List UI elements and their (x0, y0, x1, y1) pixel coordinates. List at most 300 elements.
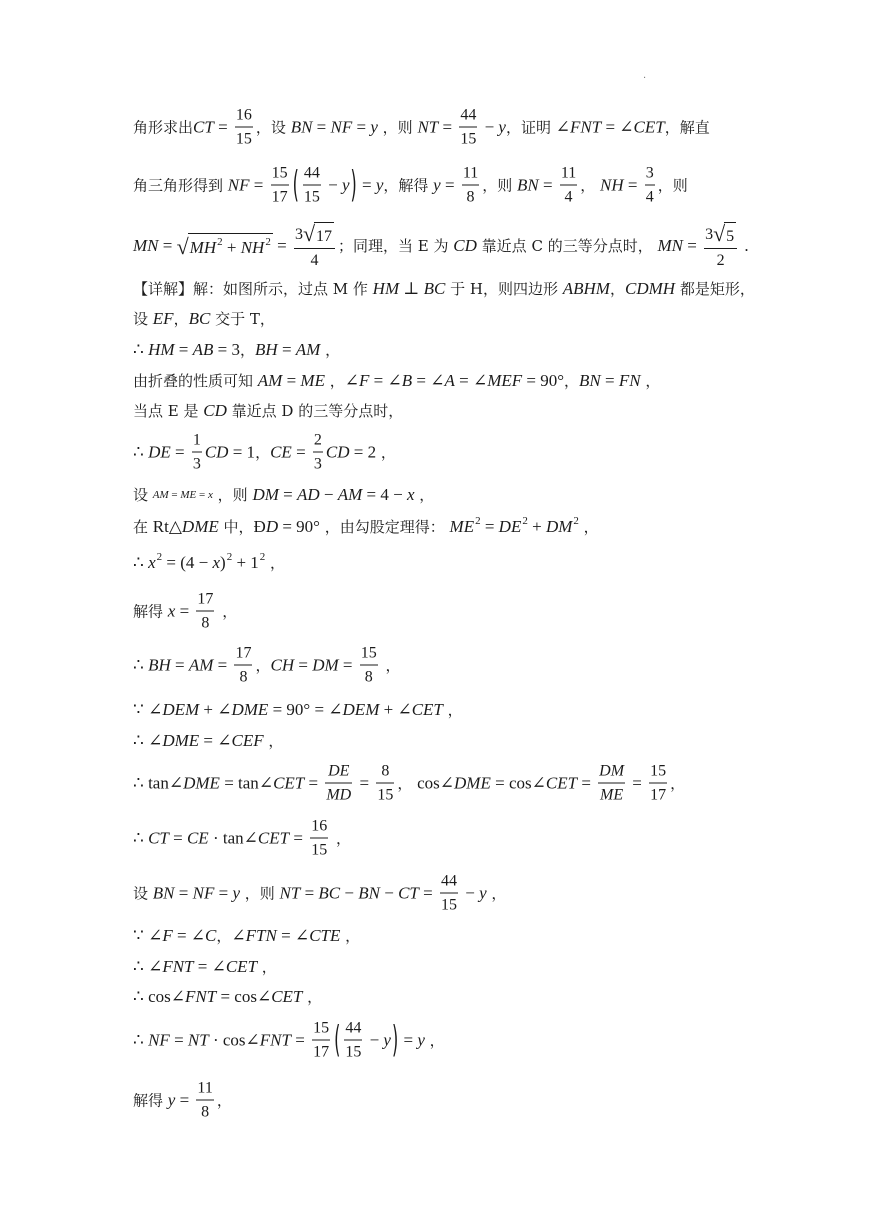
fraction-numerator (376, 762, 394, 781)
cjk-text: 都是矩形， (675, 280, 755, 298)
math-variable: ME (300, 371, 325, 390)
math-variable: BC (188, 309, 211, 328)
math-variable: y (232, 883, 240, 902)
parenthesis-content (300, 164, 350, 207)
parenthesized-group (292, 164, 358, 207)
cjk-text: 于 H，则四边形 (445, 280, 563, 298)
superscript: 2 (156, 551, 163, 563)
fraction-bar (459, 127, 477, 128)
math-expr: BN = NF = y (290, 117, 378, 136)
fraction-numerator (192, 431, 202, 450)
math-variable: MN (133, 236, 159, 255)
math-variable: y (341, 175, 350, 194)
math-expr: + DM (527, 517, 573, 536)
math-expr: = y (357, 175, 384, 194)
math-variable: DME (162, 731, 200, 750)
fraction (313, 431, 323, 474)
math-variable: CT (193, 117, 214, 136)
math-expr: NT = BC − BN − CT = (279, 883, 437, 902)
solution-line (133, 308, 275, 330)
fraction-denominator (376, 786, 394, 805)
math-expr: 11 (197, 1079, 213, 1097)
fraction-bar (294, 248, 335, 249)
fraction-bar (196, 1100, 213, 1101)
math-expr: CT = (193, 117, 232, 136)
cjk-text: ， (255, 443, 271, 461)
math-variable: DM (312, 655, 339, 674)
math-variable: EF (152, 309, 174, 328)
math-variable: CET (257, 828, 290, 847)
math-expr: BN = NF = y (152, 883, 240, 902)
math-expr: 44 (303, 164, 320, 182)
math-variable: x (212, 553, 221, 572)
cjk-text: ，则 (239, 884, 280, 902)
cjk-text: ， (640, 372, 661, 390)
math-expr: NT = (417, 117, 457, 136)
math-expr: ∴ tan∠DME = tan∠CET = (133, 773, 323, 792)
fraction-denominator (344, 1043, 362, 1062)
fraction-denominator (192, 455, 202, 474)
fraction (344, 1019, 362, 1062)
fraction-bar (235, 127, 253, 128)
superscript: 2 (226, 551, 233, 563)
radicand (188, 233, 273, 259)
fraction-bar (704, 248, 737, 249)
fraction (325, 762, 352, 805)
math-variable: DE (498, 517, 522, 536)
math-expr: AM = ME (257, 371, 325, 390)
cjk-text: ， (324, 372, 345, 390)
math-expr: 3 (645, 164, 654, 182)
fraction-bar (376, 783, 394, 784)
solution-line (133, 370, 660, 392)
fraction (440, 872, 458, 915)
fraction-denominator (649, 786, 667, 805)
fraction-numerator (271, 164, 289, 183)
math-variable: x (208, 489, 213, 501)
math-variable: y (417, 1030, 425, 1049)
math-variable: MN (657, 236, 683, 255)
cjk-text: 【详解】解：如图所示，过点 M 作 (133, 280, 373, 298)
cjk-text: 靠近点 D 的三等分点时， (226, 402, 404, 420)
cjk-text: ， (320, 341, 341, 359)
fraction-denominator (704, 251, 737, 270)
math-expr: 16 (311, 817, 328, 835)
math-variable: CE (186, 828, 209, 847)
math-expr: = DE (480, 517, 522, 536)
cjk-text: 解得 (133, 1091, 168, 1109)
math-variable: HM (372, 279, 400, 298)
math-expr (600, 786, 623, 805)
solution-line (133, 1019, 445, 1062)
math-variable: CD (204, 442, 229, 461)
fraction-numerator (234, 644, 252, 663)
math-expr: 11 (462, 164, 479, 182)
math-expr: = (272, 236, 291, 255)
fraction-numerator (459, 106, 477, 125)
math-expr: = (628, 773, 647, 792)
math-variable: AM (295, 340, 321, 359)
math-expr: . (740, 236, 749, 255)
math-variable: CT (148, 828, 169, 847)
math-expr: 4 (564, 188, 573, 206)
fraction-bar (560, 185, 577, 186)
math-expr: y = (433, 175, 459, 194)
math-expr: 8 (381, 762, 390, 780)
math-variable: BN (290, 117, 313, 136)
solution-line (133, 872, 506, 915)
cjk-text: ， (397, 774, 418, 792)
fraction-numerator (462, 164, 479, 183)
math-expr: DM = AD − AM = 4 − x (252, 485, 415, 504)
math-variable: AM (152, 489, 169, 501)
cjk-text: ， (302, 988, 323, 1006)
superscript: 2 (573, 515, 579, 527)
solution-line (133, 1079, 232, 1122)
math-variable: y (383, 1030, 391, 1049)
math-variable: BH (148, 655, 171, 674)
math-expr: 8 (239, 668, 248, 686)
math-expr: NH = (600, 175, 642, 194)
page-corner-mark: . (643, 70, 647, 81)
solution-line (133, 699, 463, 721)
math-expr-small: AM = ME = x (152, 489, 213, 501)
math-expr: x = (167, 601, 194, 620)
right-parenthesis: ) (350, 162, 357, 206)
math-expr (599, 762, 624, 781)
cjk-text: ，解直 (664, 118, 710, 136)
fraction (235, 106, 253, 149)
solution-line (133, 925, 360, 947)
math-variable: CE (270, 442, 292, 461)
math-expr: ∴ ∠DME = ∠CEF (133, 731, 264, 750)
cjk-text: ， (217, 602, 238, 620)
math-expr: ∠FTN = ∠CTE (231, 926, 341, 945)
math-variable: DME (231, 700, 269, 719)
math-expr: 15 (440, 896, 457, 914)
fraction (196, 1079, 213, 1122)
math-expr: 8 (466, 188, 475, 206)
fraction (271, 164, 289, 207)
math-expr: 15 (303, 188, 320, 206)
fraction (704, 222, 737, 270)
fraction-bar (310, 838, 328, 839)
radicand (314, 222, 334, 246)
math-variable: DME (454, 773, 491, 792)
math-variable: D (265, 517, 279, 536)
square-root (177, 233, 273, 259)
math-variable: AB (192, 340, 214, 359)
math-expr: 15 (360, 644, 377, 662)
math-variable: CET (273, 773, 305, 792)
fraction-numerator (560, 164, 577, 183)
fraction-bar (649, 783, 667, 784)
math-expr: 15 (377, 786, 394, 804)
math-variable: CD (325, 442, 350, 461)
cjk-text: ；同理，当 E 为 (338, 237, 454, 255)
fraction-denominator (294, 251, 335, 270)
math-variable: NT (417, 117, 439, 136)
math-variable: BH (255, 340, 278, 359)
fraction (310, 817, 328, 860)
math-expr: 17 (313, 1043, 330, 1061)
math-expr: 4 (310, 252, 319, 269)
math-variable: CET (271, 987, 303, 1006)
fraction-numerator (312, 1019, 330, 1038)
math-expr: + 1 (232, 553, 259, 572)
solution-line (133, 400, 403, 422)
superscript: 2 (265, 236, 271, 248)
cjk-text: 在 (133, 518, 153, 536)
superscript: 2 (475, 515, 481, 527)
fraction (560, 164, 577, 207)
cjk-text: 角形求出 (133, 118, 194, 136)
left-parenthesis: ( (334, 1017, 341, 1061)
fraction-bar (312, 1040, 330, 1041)
fraction-denominator (325, 786, 352, 805)
math-variable: y (498, 117, 506, 136)
math-variable: DEM (162, 700, 200, 719)
fraction-bar (303, 185, 321, 186)
math-variable: FNT (185, 987, 217, 1006)
cjk-text: ， (216, 927, 232, 945)
math-variable: CTE (309, 926, 341, 945)
math-variable: HM (148, 340, 175, 359)
math-expr: 3 (313, 455, 322, 473)
math-expr: + NH (222, 238, 265, 257)
math-variable: x (148, 553, 156, 572)
math-expr (189, 308, 211, 330)
radical-sign: √ (302, 221, 316, 246)
math-expr: ∴ x (133, 553, 156, 572)
math-expr: 3 (294, 225, 303, 243)
math-variable: FNT (570, 117, 602, 136)
math-expr: y = (167, 1090, 194, 1109)
math-expr: 17 (235, 644, 252, 662)
fraction-numerator (598, 762, 625, 781)
math-expr: = y (399, 1030, 425, 1049)
math-expr: BN = FN (579, 371, 641, 390)
fraction (376, 762, 394, 805)
parenthesis-content (341, 1019, 391, 1062)
math-expr: ∠FNT = ∠CET (555, 117, 665, 136)
cjk-text: 角三角形得到 (133, 176, 228, 194)
cjk-text: ， (580, 176, 601, 194)
cjk-text: ， (340, 927, 361, 945)
cjk-text: 设 (133, 310, 153, 328)
math-expr: 8 (201, 1103, 210, 1121)
math-variable: DME (183, 773, 220, 792)
math-variable: CET (411, 700, 443, 719)
math-expr (153, 308, 174, 330)
math-variable: CDMH (624, 279, 676, 298)
fraction-denominator (462, 188, 479, 207)
math-expr: ∴ ∠FNT = ∠CET (133, 957, 258, 976)
math-variable: NF (148, 1030, 170, 1049)
math-expr: = (355, 773, 374, 792)
math-expr: 3 (192, 455, 201, 473)
cjk-text: ， (578, 518, 599, 536)
fraction (462, 164, 479, 207)
cjk-text: ， (442, 701, 463, 719)
superscript: 2 (522, 515, 528, 527)
math-expr: BH = AM (255, 340, 321, 359)
fraction-bar (440, 893, 458, 894)
fraction-denominator (313, 455, 323, 474)
math-expr: ∠F = ∠B = ∠A = ∠MEF = 90° (344, 371, 565, 390)
math-variable: BC (423, 279, 446, 298)
math-expr: 15 (313, 1019, 330, 1037)
math-expr: CD = 1 (204, 442, 256, 461)
cjk-text: 设 (133, 884, 153, 902)
fraction-bar (360, 665, 378, 666)
math-expr: − y (365, 1030, 391, 1049)
cjk-text: ， (173, 310, 189, 328)
fraction-denominator (560, 188, 577, 207)
cjk-text: ， (331, 829, 351, 847)
math-variable: NH (240, 238, 265, 257)
math-variable: F (359, 371, 370, 390)
math-expr (328, 762, 349, 781)
solution-line (133, 278, 755, 300)
math-variable: ME (449, 517, 475, 536)
cjk-text: ，证明 (505, 118, 556, 136)
math-expr: BN = (517, 175, 557, 194)
solution-line (133, 339, 340, 361)
math-variable: DME (181, 517, 219, 536)
cjk-text: ， (670, 774, 686, 792)
math-variable: FNT (162, 957, 194, 976)
cjk-text: ，解得 (383, 176, 434, 194)
fraction-denominator (459, 130, 477, 149)
math-variable: MH (189, 238, 217, 257)
fraction-numerator (649, 762, 667, 781)
fraction-bar (462, 185, 479, 186)
math-variable: NF (227, 175, 250, 194)
math-variable: x (167, 601, 176, 620)
fraction (360, 644, 378, 687)
math-variable: BC (318, 883, 341, 902)
math-expr: cos∠DME = cos∠CET = (417, 773, 596, 792)
math-expr: 8 (201, 614, 210, 632)
math-variable: CET (633, 117, 665, 136)
math-expr: ∴ HM = AB = 3 (133, 340, 240, 359)
math-variable: CD (203, 401, 227, 420)
math-expr: HM ⊥ BC (372, 279, 446, 298)
radicand (724, 222, 736, 246)
cjk-text: ， (263, 732, 284, 750)
fraction-numerator (235, 106, 253, 125)
fraction-denominator (312, 1043, 330, 1062)
math-expr: CE = (270, 442, 310, 461)
math-variable: NT (279, 883, 301, 902)
fraction (234, 644, 252, 687)
math-expr: − y (323, 175, 350, 194)
math-variable: CD (453, 236, 477, 255)
cjk-text: ， (424, 1031, 445, 1049)
math-variable: FNT (259, 1030, 291, 1049)
solution-line (133, 431, 396, 474)
cjk-text: ，则 (482, 176, 517, 194)
fraction-denominator (271, 188, 289, 207)
fraction (459, 106, 477, 149)
math-variable: BN (358, 883, 380, 902)
math-expr: 8 (364, 668, 373, 686)
math-variable: MEF (487, 371, 523, 390)
math-variable: NF (192, 883, 215, 902)
math-variable: CH (270, 655, 295, 674)
fraction-denominator (360, 668, 378, 687)
fraction (294, 222, 335, 270)
fraction-denominator (310, 841, 328, 860)
math-expr: ÐD = 90° (253, 517, 320, 536)
math-expr: 15 (271, 164, 288, 182)
cjk-text: ，由勾股定理得： (319, 518, 450, 536)
fraction-denominator (235, 130, 253, 149)
math-expr: 3 (705, 225, 714, 243)
math-variable: NT (187, 1030, 209, 1049)
fraction-denominator (440, 896, 458, 915)
cjk-text: ， (414, 486, 435, 504)
math-expr: 4 (645, 188, 654, 206)
math-expr: CH = DM = (270, 655, 357, 674)
solution-line (133, 164, 688, 207)
math-variable: DEM (342, 700, 380, 719)
solution-line (133, 590, 237, 633)
math-variable: DM (545, 517, 573, 536)
fraction-bar (325, 783, 352, 784)
math-expr (563, 278, 610, 300)
fraction-numerator (344, 1019, 362, 1038)
math-variable: DM (252, 485, 279, 504)
right-parenthesis: ) (391, 1017, 399, 1061)
math-expr: 1 (192, 431, 201, 449)
fraction-bar (645, 185, 655, 186)
math-expr: 15 (311, 841, 328, 859)
fraction-bar (313, 452, 323, 453)
math-expr: 17 (650, 786, 667, 804)
cjk-text: ，则 (212, 486, 253, 504)
fraction-denominator (196, 1103, 213, 1122)
solution-line (133, 552, 285, 574)
math-variable: AM (337, 485, 363, 504)
math-variable: AM (257, 371, 283, 390)
math-expr: 2 (313, 431, 322, 449)
math-variable: ME (600, 786, 624, 804)
math-expr: − y (460, 883, 487, 902)
math-expr: − y (480, 117, 506, 136)
math-variable: CET (545, 773, 578, 792)
math-expr: 2 (716, 252, 725, 269)
cjk-text: ， (257, 958, 277, 976)
math-expr: MN = (133, 236, 177, 255)
fraction-bar (598, 783, 625, 784)
math-variable: y (479, 883, 487, 902)
cjk-text: ， (255, 656, 271, 674)
solution-line (133, 106, 710, 149)
solution-line (133, 644, 401, 687)
math-variable: BN (517, 175, 539, 194)
math-variable: y (375, 175, 384, 194)
math-variable: F (162, 926, 173, 945)
fraction-denominator (234, 668, 252, 687)
fraction-numerator (313, 431, 323, 450)
math-variable: BN (152, 883, 175, 902)
fraction-denominator (303, 188, 321, 207)
cjk-text: 靠近点 C 的三等分点时， (476, 237, 658, 255)
math-expr: 44 (345, 1019, 362, 1037)
math-variable: x (406, 485, 415, 504)
